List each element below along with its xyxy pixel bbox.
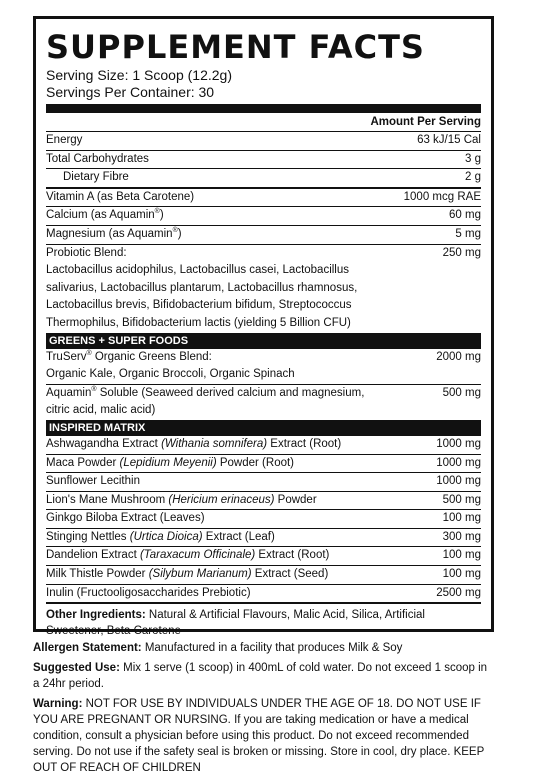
nutrient-label: Dietary Fibre — [63, 171, 129, 184]
supplement-facts-panel — [33, 16, 494, 638]
mineral-amount: 5 mg — [455, 227, 481, 240]
matrix-label: Maca Powder (Lepidium Meyenii) Powder (Root) — [46, 456, 295, 469]
aquamin-ingredients: citric acid, malic acid) — [46, 404, 156, 417]
probiotic-label: Probiotic Blend: — [46, 246, 127, 259]
nutrient-label: Energy — [46, 134, 83, 146]
panel-title: SUPPLEMENT FACTS — [46, 28, 425, 66]
truserv-ingredients: Organic Kale, Organic Broccoli, Organic Spinach — [46, 366, 481, 385]
nutrient-row — [46, 169, 481, 187]
mineral-row — [46, 226, 481, 245]
inulin-row — [46, 585, 481, 603]
servings-per-container: Servings Per Container: 30 — [46, 84, 215, 100]
aquamin-label: Aquamin® Soluble (Seaweed derived calcium and magnesium, — [46, 385, 365, 399]
probiotic-strain-line: Lactobacillus brevis, Bifidobacterium bifidum, Streptococcus — [46, 299, 352, 312]
serving-size: Serving Size: 1 Scoop (12.2g) — [46, 67, 232, 83]
matrix-row — [46, 566, 481, 585]
warning-statement: Warning: NOT FOR USE BY INDIVIDUALS UNDER THE AGE OF 18. DO NOT USE IF YOU ARE PREGNANT OR NURSING. If you are taking medication or have a medical condition, consult a physician before using this product. Do not exceed recommended serving. Do not use if the safety seal is broken or missing. Store in cool, dry place. KEEP OUT OF REACH OF CHILDREN — [33, 698, 485, 774]
nutrient-label: Total Carbohydrates — [46, 152, 149, 165]
matrix-amount: 1000 mg — [436, 437, 481, 450]
matrix-label: Stinging Nettles (Urtica Dioica) Extract (Leaf) — [46, 530, 275, 543]
thick-divider — [46, 104, 481, 113]
matrix-label: Lion's Mane Mushroom (Hericium erinaceus) Powder — [46, 493, 317, 506]
matrix-label: Ginkgo Biloba Extract (Leaves) — [46, 512, 205, 525]
matrix-amount: 1000 mg — [436, 456, 481, 469]
mineral-amount: 1000 mcg RAE — [403, 190, 481, 203]
truserv-amount: 2000 mg — [436, 350, 481, 363]
truserv-row — [46, 349, 481, 367]
matrix-label: Dandelion Extract (Taraxacum Officinale) Extract (Root) — [46, 549, 330, 562]
matrix-row — [46, 455, 481, 474]
matrix-row — [46, 436, 481, 455]
nutrient-amount: 63 kJ/15 Cal — [417, 134, 481, 146]
mineral-row — [46, 189, 481, 208]
matrix-row — [46, 529, 481, 548]
amount-per-serving-header: Amount Per Serving — [46, 113, 481, 132]
truserv-label: TruServ® Organic Greens Blend: — [46, 349, 212, 363]
nutrient-amount: 3 g — [465, 152, 481, 165]
matrix-label: Milk Thistle Powder (Silybum Marianum) Extract (Seed) — [46, 568, 329, 581]
mineral-label: Magnesium (as Aquamin®) — [46, 227, 182, 240]
matrix-row — [46, 510, 481, 529]
matrix-label: Sunflower Lecithin — [46, 475, 140, 488]
nutrient-row — [46, 151, 481, 170]
mineral-label: Vitamin A (as Beta Carotene) — [46, 190, 195, 203]
matrix-amount: 1000 mg — [436, 475, 481, 488]
matrix-amount: 100 mg — [442, 549, 481, 562]
matrix-amount: 500 mg — [442, 493, 481, 506]
matrix-row — [46, 547, 481, 566]
probiotic-strain-line: Thermophilus, Bifidobacterium lactis (yielding 5 Billion CFU) — [46, 316, 351, 329]
inulin-label: Inulin (Fructooligosaccharides Prebiotic) — [46, 586, 251, 599]
matrix-amount: 100 mg — [442, 568, 481, 581]
aquamin-amount: 500 mg — [442, 386, 481, 399]
probiotic-row — [46, 245, 481, 263]
matrix-section-header: INSPIRED MATRIX — [46, 420, 481, 436]
probiotic-strain-line: salivarius, Lactobacillus plantarum, Lactobacillus rhamnosus, — [46, 281, 358, 294]
mineral-row — [46, 207, 481, 226]
mineral-label: Calcium (as Aquamin®) — [46, 208, 164, 222]
matrix-row — [46, 492, 481, 511]
probiotic-strain-line: Lactobacillus acidophilus, Lactobacillus casei, Lactobacillus — [46, 264, 350, 277]
matrix-amount: 300 mg — [442, 530, 481, 543]
aquamin-row — [46, 385, 481, 403]
matrix-amount: 100 mg — [442, 512, 481, 525]
nutrient-row — [46, 132, 481, 151]
inulin-amount: 2500 mg — [436, 586, 481, 599]
nutrient-amount: 2 g — [465, 171, 481, 184]
matrix-label: Ashwagandha Extract (Withania somnifera) Extract (Root) — [46, 437, 342, 450]
allergen-statement: Allergen Statement: Manufactured in a facility that produces Milk & Soy — [33, 642, 403, 654]
greens-section-header: GREENS + SUPER FOODS — [46, 333, 481, 349]
probiotic-amount: 250 mg — [442, 246, 481, 259]
suggested-use: Suggested Use: Mix 1 serve (1 scoop) in 400mL of cold water. Do not exceed 1 scoop in a 24hr period. — [33, 662, 488, 690]
mineral-amount: 60 mg — [449, 209, 481, 222]
other-ingredients: Other Ingredients: Natural & Artificial Flavours, Malic Acid, Silica, Artificial Sweetener, Beta Carotene — [46, 609, 425, 638]
matrix-row — [46, 473, 481, 492]
